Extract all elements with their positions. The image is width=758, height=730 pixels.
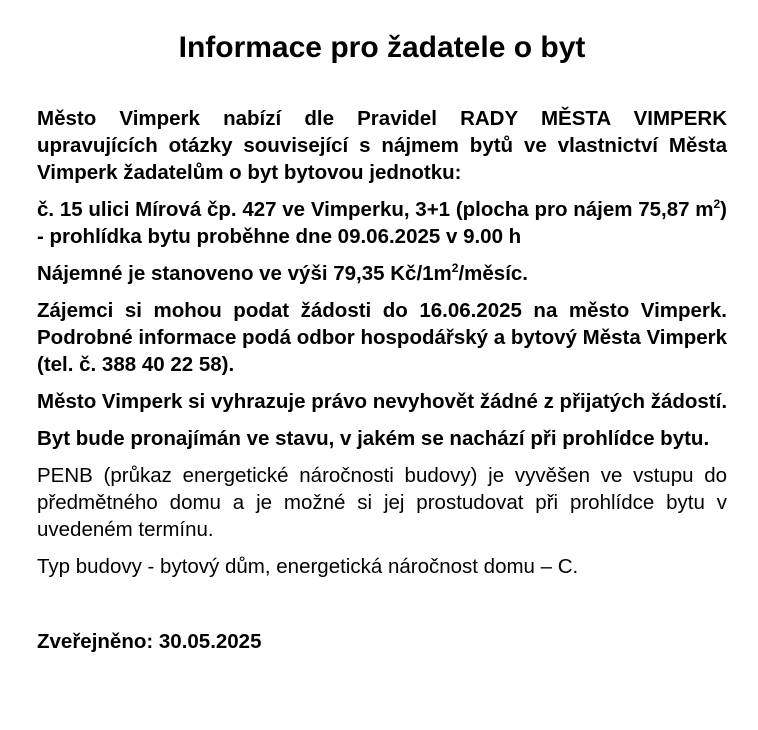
rent-superscript: 2 [451,261,459,276]
rent-text-2: /měsíc. [458,262,528,285]
published-date: Zveřejněno: 30.05.2025 [37,630,262,653]
condition-paragraph: Byt bude pronajímán ve stavu, v jakém se nachází při prohlídce bytu. [37,427,710,450]
unit-paragraph [37,196,727,250]
unit-superscript: 2 [713,197,721,212]
applications-paragraph: Zájemci si mohou podat žádosti do 16.06.2025 na město Vimperk. Podrobné informace podá odbor hospodářský a bytový Města Vimperk (tel. č. 388 40 22 58). [37,299,727,376]
reservation-paragraph: Město Vimperk si vyhrazuje právo nevyhovět žádné z přijatých žádostí. [37,390,728,413]
page-title: Informace pro žadatele o byt [178,31,586,64]
building-type-paragraph: Typ budovy - bytový dům, energetická náročnost domu – C. [37,555,579,578]
unit-text-2: ) - prohlídka bytu proběhne dne 09.06.2025 v 9.00 h [37,198,727,248]
rent-paragraph [37,260,727,287]
penb-paragraph: PENB (průkaz energetické náročnosti budovy) je vyvěšen ve vstupu do předmětného domu a je možné si jej prostudovat při prohlídce bytu v uvedeném termínu. [37,464,727,541]
rent-text-1: Nájemné je stanoveno ve výši 79,35 Kč/1m [37,262,452,285]
intro-paragraph: Město Vimperk nabízí dle Pravidel RADY MĚSTA VIMPERK upravujících otázky související s nájmem bytů ve vlastnictví Města Vimperk žadatelům o byt bytovou jednotku: [37,107,727,184]
unit-text-1: č. 15 ulici Mírová čp. 427 ve Vimperku, 3+1 (plocha pro nájem 75,87 m [37,198,714,221]
